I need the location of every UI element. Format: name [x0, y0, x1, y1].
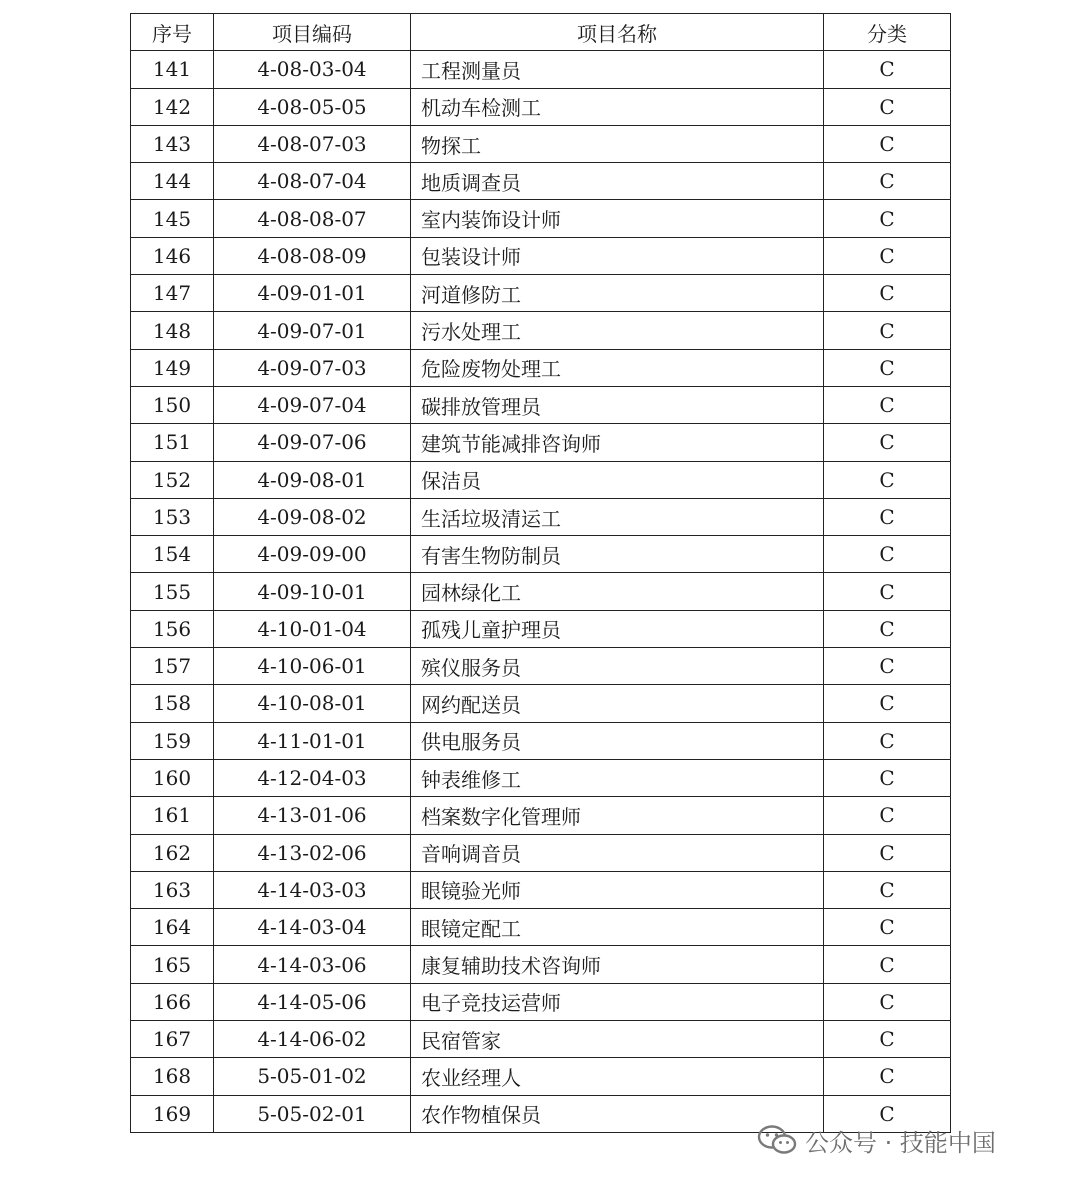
header-name: 项目名称 [411, 14, 824, 51]
cell-index: 160 [131, 759, 214, 796]
table-row [131, 237, 951, 274]
cell-index: 166 [131, 983, 214, 1020]
cell-name: 有害生物防制员 [411, 536, 824, 573]
cell-category: C [824, 1058, 951, 1095]
table-header-row [131, 14, 951, 51]
table-row [131, 1058, 951, 1095]
cell-category: C [824, 871, 951, 908]
cell-index: 148 [131, 312, 214, 349]
cell-code: 4-09-08-01 [214, 461, 411, 498]
table-row [131, 51, 951, 88]
cell-code: 4-13-01-06 [214, 797, 411, 834]
table-row [131, 200, 951, 237]
cell-index: 151 [131, 424, 214, 461]
cell-category: C [824, 536, 951, 573]
cell-code: 4-09-01-01 [214, 275, 411, 312]
cell-code: 5-05-02-01 [214, 1095, 411, 1132]
cell-name: 生活垃圾清运工 [411, 498, 824, 535]
cell-index: 147 [131, 275, 214, 312]
cell-index: 157 [131, 648, 214, 685]
cell-index: 149 [131, 349, 214, 386]
cell-category: C [824, 125, 951, 162]
cell-code: 4-08-07-04 [214, 163, 411, 200]
table-row [131, 909, 951, 946]
cell-name: 网约配送员 [411, 685, 824, 722]
header-category: 分类 [824, 14, 951, 51]
cell-category: C [824, 610, 951, 647]
cell-category: C [824, 1021, 951, 1058]
cell-name: 农业经理人 [411, 1058, 824, 1095]
cell-code: 4-11-01-01 [214, 722, 411, 759]
cell-name: 园林绿化工 [411, 573, 824, 610]
cell-code: 4-09-07-04 [214, 386, 411, 423]
cell-name: 机动车检测工 [411, 88, 824, 125]
cell-name: 建筑节能减排咨询师 [411, 424, 824, 461]
cell-code: 4-12-04-03 [214, 759, 411, 796]
cell-index: 152 [131, 461, 214, 498]
cell-code: 4-10-06-01 [214, 648, 411, 685]
cell-category: C [824, 648, 951, 685]
cell-category: C [824, 946, 951, 983]
table-row [131, 275, 951, 312]
table-row [131, 648, 951, 685]
cell-index: 168 [131, 1058, 214, 1095]
cell-category: C [824, 349, 951, 386]
cell-name: 眼镜验光师 [411, 871, 824, 908]
table-row [131, 722, 951, 759]
cell-category: C [824, 312, 951, 349]
table-row [131, 759, 951, 796]
cell-code: 4-08-07-03 [214, 125, 411, 162]
cell-index: 143 [131, 125, 214, 162]
cell-name: 危险废物处理工 [411, 349, 824, 386]
cell-category: C [824, 51, 951, 88]
cell-index: 159 [131, 722, 214, 759]
cell-code: 4-14-05-06 [214, 983, 411, 1020]
cell-category: C [824, 386, 951, 423]
cell-category: C [824, 163, 951, 200]
cell-code: 4-10-08-01 [214, 685, 411, 722]
cell-name: 农作物植保员 [411, 1095, 824, 1132]
table-row [131, 797, 951, 834]
table-row [131, 125, 951, 162]
cell-name: 音响调音员 [411, 834, 824, 871]
table-row [131, 871, 951, 908]
cell-index: 142 [131, 88, 214, 125]
cell-category: C [824, 759, 951, 796]
table-row [131, 349, 951, 386]
cell-index: 165 [131, 946, 214, 983]
watermark-text: 公众号 · 技能中国 [805, 1128, 996, 1157]
cell-category: C [824, 797, 951, 834]
cell-category: C [824, 237, 951, 274]
cell-code: 4-09-07-06 [214, 424, 411, 461]
table-row [131, 424, 951, 461]
cell-index: 153 [131, 498, 214, 535]
cell-index: 141 [131, 51, 214, 88]
table-row [131, 312, 951, 349]
cell-name: 供电服务员 [411, 722, 824, 759]
cell-name: 电子竞技运营师 [411, 983, 824, 1020]
cell-category: C [824, 88, 951, 125]
header-index: 序号 [131, 14, 214, 51]
occupation-table [130, 13, 951, 1133]
cell-index: 162 [131, 834, 214, 871]
cell-index: 154 [131, 536, 214, 573]
table-row [131, 461, 951, 498]
cell-category: C [824, 1095, 951, 1132]
cell-index: 146 [131, 237, 214, 274]
cell-code: 4-13-02-06 [214, 834, 411, 871]
cell-code: 4-08-03-04 [214, 51, 411, 88]
cell-index: 169 [131, 1095, 214, 1132]
table-row [131, 88, 951, 125]
cell-index: 150 [131, 386, 214, 423]
table-row [131, 610, 951, 647]
cell-code: 4-09-09-00 [214, 536, 411, 573]
cell-name: 河道修防工 [411, 275, 824, 312]
cell-code: 4-08-08-07 [214, 200, 411, 237]
cell-code: 4-09-08-02 [214, 498, 411, 535]
cell-index: 155 [131, 573, 214, 610]
cell-index: 161 [131, 797, 214, 834]
cell-name: 档案数字化管理师 [411, 797, 824, 834]
cell-name: 殡仪服务员 [411, 648, 824, 685]
cell-name: 包装设计师 [411, 237, 824, 274]
table-row [131, 498, 951, 535]
cell-index: 164 [131, 909, 214, 946]
table-row [131, 946, 951, 983]
cell-name: 眼镜定配工 [411, 909, 824, 946]
cell-name: 民宿管家 [411, 1021, 824, 1058]
cell-index: 156 [131, 610, 214, 647]
cell-category: C [824, 461, 951, 498]
cell-name: 室内装饰设计师 [411, 200, 824, 237]
cell-category: C [824, 498, 951, 535]
table-body [131, 51, 951, 1133]
table-row [131, 536, 951, 573]
cell-index: 167 [131, 1021, 214, 1058]
table-row [131, 1021, 951, 1058]
wechat-icon [757, 1125, 797, 1155]
table-row [131, 386, 951, 423]
cell-code: 4-14-03-04 [214, 909, 411, 946]
header-code: 项目编码 [214, 14, 411, 51]
cell-code: 4-08-08-09 [214, 237, 411, 274]
cell-index: 144 [131, 163, 214, 200]
cell-code: 4-09-07-03 [214, 349, 411, 386]
cell-index: 158 [131, 685, 214, 722]
cell-index: 163 [131, 871, 214, 908]
table-row [131, 163, 951, 200]
cell-category: C [824, 573, 951, 610]
cell-name: 碳排放管理员 [411, 386, 824, 423]
cell-category: C [824, 275, 951, 312]
table-row [131, 834, 951, 871]
cell-code: 4-14-06-02 [214, 1021, 411, 1058]
cell-code: 4-14-03-03 [214, 871, 411, 908]
cell-category: C [824, 722, 951, 759]
cell-index: 145 [131, 200, 214, 237]
cell-name: 钟表维修工 [411, 759, 824, 796]
cell-category: C [824, 909, 951, 946]
table-row [131, 685, 951, 722]
cell-code: 4-10-01-04 [214, 610, 411, 647]
cell-name: 工程测量员 [411, 51, 824, 88]
cell-category: C [824, 424, 951, 461]
table-row [131, 983, 951, 1020]
cell-code: 5-05-01-02 [214, 1058, 411, 1095]
cell-category: C [824, 685, 951, 722]
cell-code: 4-14-03-06 [214, 946, 411, 983]
cell-category: C [824, 834, 951, 871]
watermark [757, 1120, 996, 1160]
cell-name: 康复辅助技术咨询师 [411, 946, 824, 983]
cell-code: 4-09-07-01 [214, 312, 411, 349]
cell-code: 4-08-05-05 [214, 88, 411, 125]
cell-name: 保洁员 [411, 461, 824, 498]
cell-name: 物探工 [411, 125, 824, 162]
cell-category: C [824, 200, 951, 237]
table-row [131, 573, 951, 610]
cell-category: C [824, 983, 951, 1020]
cell-name: 地质调查员 [411, 163, 824, 200]
cell-name: 污水处理工 [411, 312, 824, 349]
cell-code: 4-09-10-01 [214, 573, 411, 610]
cell-name: 孤残儿童护理员 [411, 610, 824, 647]
